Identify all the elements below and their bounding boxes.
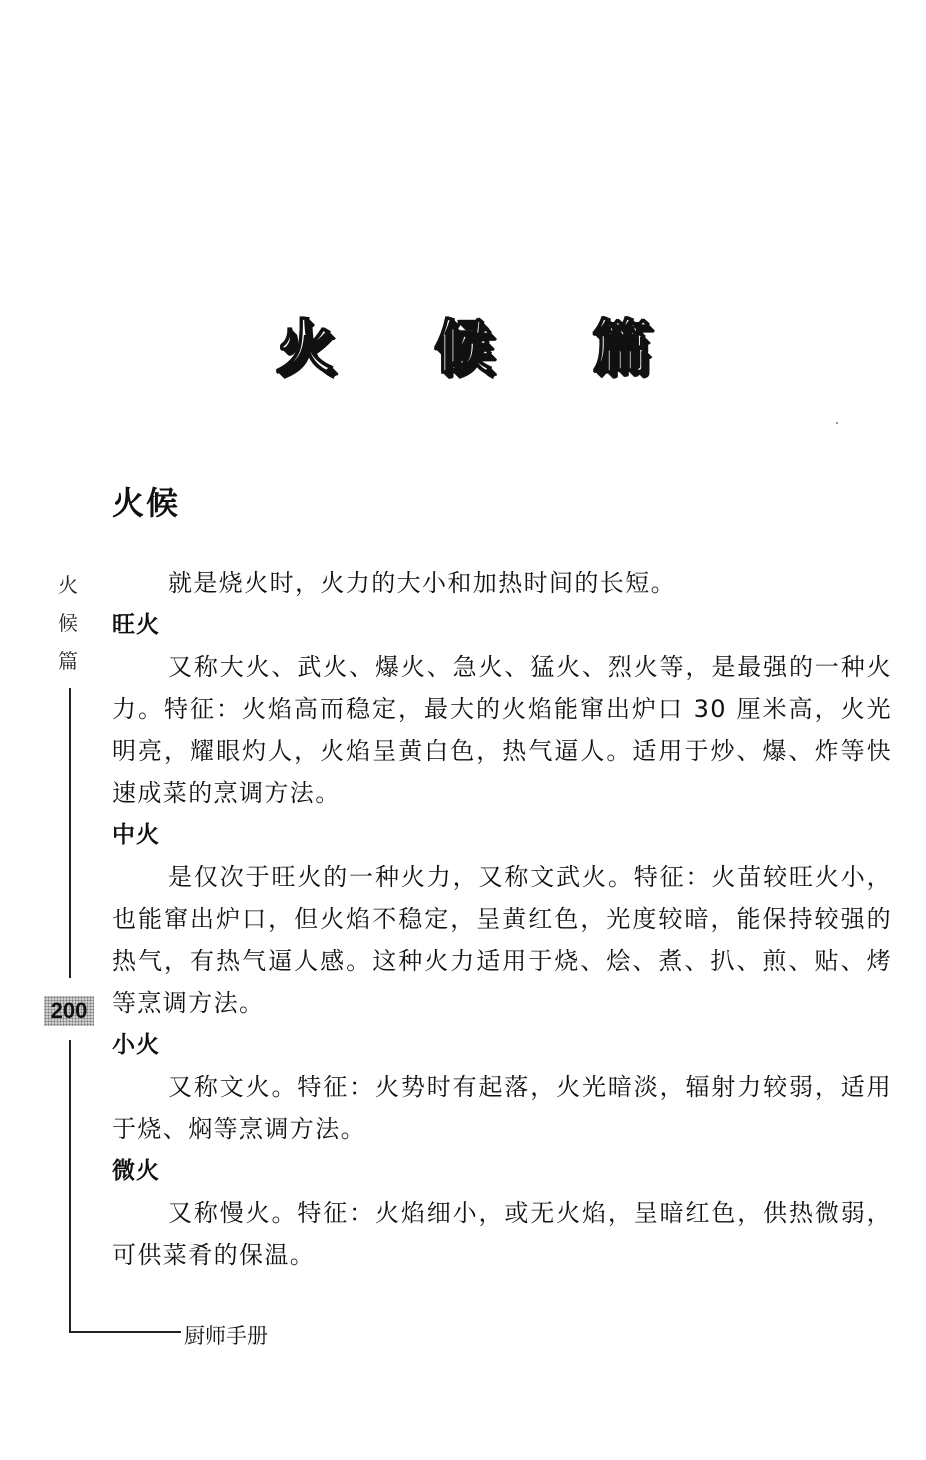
side-tab-char: 篇 bbox=[58, 649, 78, 673]
footer-book-title: 厨师手册 bbox=[184, 1324, 268, 1348]
section-heading: 火候 bbox=[112, 484, 181, 522]
term-definition: 又称慢火。特征：火焰细小，或无火焰，呈暗红色，供热微弱，可供菜肴的保温。 bbox=[112, 1199, 892, 1269]
term-heading: 旺火 bbox=[112, 612, 160, 638]
print-speck bbox=[836, 422, 838, 424]
term-heading: 中火 bbox=[112, 822, 160, 848]
term-definition: 又称大火、武火、爆火、急火、猛火、烈火等，是最强的一种火力。特征：火焰高而稳定，最大的火焰能窜出炉口 30 厘米高，火光明亮，耀眼灼人，火焰呈黄白色，热气逼人。适用于炒、爆、炸等快速成菜的烹调方法。 bbox=[112, 653, 892, 807]
body-text bbox=[112, 562, 892, 1276]
margin-rule-bottom bbox=[69, 1040, 71, 1332]
side-tab-char: 候 bbox=[58, 611, 78, 635]
chapter-title: 火 候 篇 bbox=[275, 313, 691, 381]
side-tab-char: 火 bbox=[58, 573, 78, 597]
intro-paragraph: 就是烧火时，火力的大小和加热时间的长短。 bbox=[168, 569, 676, 597]
page-number: 200 bbox=[44, 996, 94, 1026]
footer-rule bbox=[69, 1331, 181, 1333]
term-definition: 又称文火。特征：火势时有起落，火光暗淡，辐射力较弱，适用于烧、焖等烹调方法。 bbox=[112, 1073, 892, 1143]
side-tab bbox=[56, 566, 80, 680]
term-heading: 小火 bbox=[112, 1032, 160, 1058]
margin-rule-top bbox=[69, 688, 71, 978]
term-definition: 是仅次于旺火的一种火力，又称文武火。特征：火苗较旺火小，也能窜出炉口，但火焰不稳定，呈黄红色，光度较暗，能保持较强的热气，有热气逼人感。这种火力适用于烧、烩、煮、扒、煎、贴、烤等烹调方法。 bbox=[112, 863, 892, 1017]
term-heading: 微火 bbox=[112, 1158, 160, 1184]
